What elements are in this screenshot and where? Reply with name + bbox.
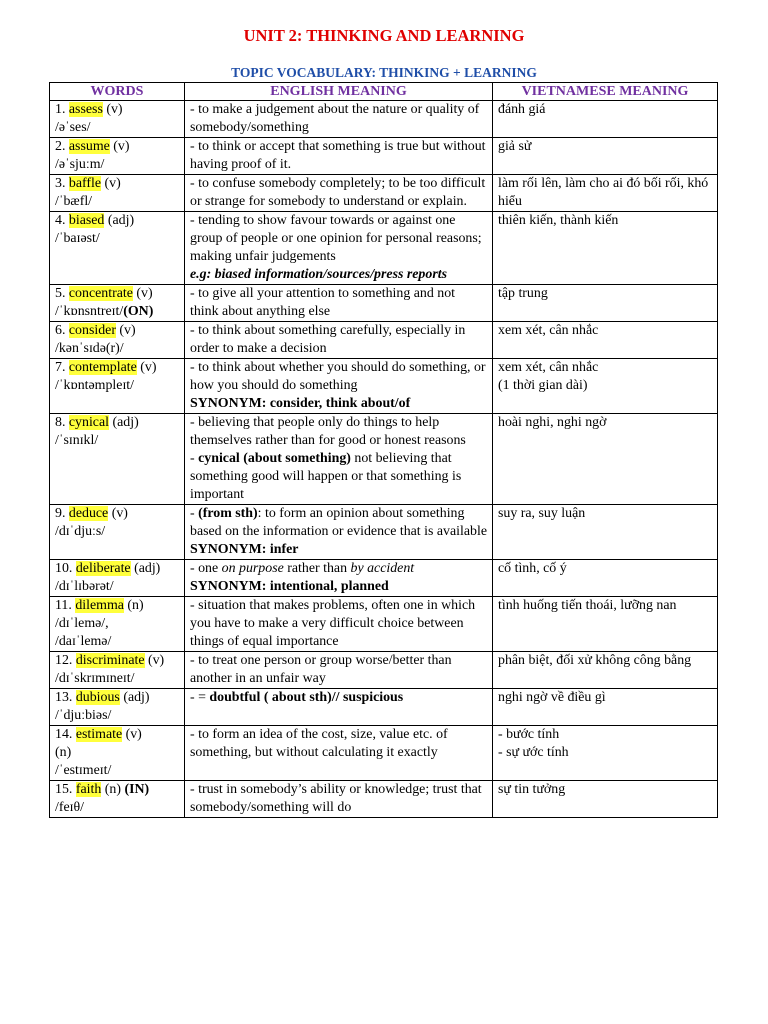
part-of-speech: (v) bbox=[109, 139, 130, 154]
vocab-word: estimate bbox=[75, 727, 123, 742]
definition-line bbox=[190, 101, 487, 137]
table-row bbox=[50, 414, 718, 505]
word-cell bbox=[50, 597, 185, 652]
vocab-word: discriminate bbox=[75, 653, 145, 668]
vietnamese-line: - sự ước tính bbox=[498, 745, 569, 760]
definition-text: - to treat one person or group worse/better than another in an unfair way bbox=[190, 653, 452, 686]
part-of-speech: (v) bbox=[101, 176, 121, 191]
definition-line bbox=[190, 560, 487, 578]
vocab-word: concentrate bbox=[68, 286, 133, 301]
pronunciation: /dɪˈdjuːs/ bbox=[55, 524, 106, 539]
vietnamese-meaning-cell bbox=[493, 138, 718, 175]
vietnamese-meaning-cell bbox=[493, 726, 718, 781]
preposition: (ON) bbox=[123, 304, 154, 319]
entry-number: 1. bbox=[55, 102, 69, 117]
definition-text: SYNONYM: intentional, planned bbox=[190, 579, 389, 594]
english-meaning-cell bbox=[185, 101, 493, 138]
definition-text: by accident bbox=[350, 561, 415, 576]
pronunciation: /dɪˈlemə/, bbox=[55, 616, 109, 631]
pronunciation: /feɪθ/ bbox=[55, 800, 85, 815]
vietnamese-line: đánh giá bbox=[498, 102, 546, 117]
vocab-word: baffle bbox=[68, 176, 102, 191]
header-vietnamese-meaning: VIETNAMESE MEANING bbox=[493, 83, 718, 101]
english-meaning-cell bbox=[185, 689, 493, 726]
english-meaning-cell bbox=[185, 285, 493, 322]
definition-line bbox=[190, 726, 487, 762]
pronunciation: /əˈses/ bbox=[55, 120, 91, 135]
vietnamese-meaning-cell bbox=[493, 560, 718, 597]
word-cell bbox=[50, 505, 185, 560]
table-row bbox=[50, 359, 718, 414]
pronunciation: /ˈbæfl/ bbox=[55, 194, 93, 209]
pronunciation: /dɪˈskrɪmɪneɪt/ bbox=[55, 671, 135, 686]
part-of-speech: (n) bbox=[123, 598, 144, 613]
word-cell bbox=[50, 414, 185, 505]
table-row bbox=[50, 175, 718, 212]
entry-number: 12. bbox=[55, 653, 76, 668]
vocab-word: dubious bbox=[75, 690, 120, 705]
page-title: UNIT 2: THINKING AND LEARNING bbox=[243, 26, 525, 45]
definition-text: cynical (about something) bbox=[198, 451, 351, 466]
vocab-word: contemplate bbox=[68, 360, 137, 375]
part-of-speech: (v) bbox=[115, 323, 136, 338]
english-meaning-cell bbox=[185, 652, 493, 689]
page-subtitle: TOPIC VOCABULARY: THINKING + LEARNING bbox=[231, 65, 537, 80]
definition-text: - to make a judgement about the nature or quality of somebody/something bbox=[190, 102, 480, 135]
part-of-speech: (v) bbox=[108, 506, 128, 521]
vietnamese-meaning-cell bbox=[493, 414, 718, 505]
word-cell bbox=[50, 560, 185, 597]
word-cell bbox=[50, 138, 185, 175]
vietnamese-line: tình huống tiến thoái, lưỡng nan bbox=[498, 598, 677, 613]
table-row bbox=[50, 689, 718, 726]
english-meaning-cell bbox=[185, 322, 493, 359]
word-cell bbox=[50, 689, 185, 726]
pronunciation: /ˈkɒnsntreɪt/(ON) bbox=[55, 304, 154, 319]
pronunciation: /ˈdjuːbiəs/ bbox=[55, 708, 112, 723]
english-meaning-cell bbox=[185, 597, 493, 652]
entry-number: 14. bbox=[55, 727, 76, 742]
definition-text: SYNONYM: consider, think about/of bbox=[190, 396, 411, 411]
definition-text: (from sth) bbox=[198, 506, 258, 521]
vocab-word: dilemma bbox=[75, 598, 124, 613]
vietnamese-line: phân biệt, đối xử không công bằng bbox=[498, 653, 692, 668]
pronunciation-alt: /daɪˈlemə/ bbox=[55, 634, 112, 649]
part-of-speech: (v) bbox=[102, 102, 123, 117]
definition-line bbox=[190, 359, 487, 395]
part-of-speech: (n) bbox=[101, 782, 121, 797]
vocab-word: assess bbox=[68, 102, 103, 117]
pronunciation: /əˈsjuːm/ bbox=[55, 157, 105, 172]
entry-number: 8. bbox=[55, 415, 69, 430]
entry-number: 13. bbox=[55, 690, 76, 705]
entry-number: 15. bbox=[55, 782, 76, 797]
definition-text: on purpose bbox=[221, 561, 284, 576]
definition-line bbox=[190, 175, 487, 211]
definition-line bbox=[190, 689, 487, 707]
definition-line bbox=[190, 395, 487, 413]
vietnamese-line: suy ra, suy luận bbox=[498, 506, 586, 521]
vietnamese-meaning-cell bbox=[493, 322, 718, 359]
table-row bbox=[50, 726, 718, 781]
definition-line bbox=[190, 781, 487, 817]
entry-number: 5. bbox=[55, 286, 69, 301]
definition-text: - = bbox=[190, 690, 210, 705]
part-of-speech: (v) bbox=[144, 653, 165, 668]
part-of-speech-2: (n) bbox=[55, 745, 72, 760]
table-row bbox=[50, 560, 718, 597]
table-row bbox=[50, 505, 718, 560]
definition-line bbox=[190, 505, 487, 559]
table-row bbox=[50, 652, 718, 689]
vietnamese-line: xem xét, cân nhắc bbox=[498, 360, 599, 375]
english-meaning-cell bbox=[185, 560, 493, 597]
definition-text: - bbox=[190, 506, 199, 521]
definition-text: not believing that something good will happen or that something is important bbox=[190, 451, 462, 502]
word-cell bbox=[50, 322, 185, 359]
header-english-meaning: ENGLISH MEANING bbox=[185, 83, 493, 101]
definition-line bbox=[190, 450, 487, 504]
english-meaning-cell bbox=[185, 505, 493, 560]
definition-text: doubtful ( about sth)// suspicious bbox=[209, 690, 404, 705]
vocab-word: assume bbox=[68, 139, 110, 154]
definition-text: - to think or accept that something is true but without having proof of it. bbox=[190, 139, 486, 172]
word-cell bbox=[50, 726, 185, 781]
table-row bbox=[50, 101, 718, 138]
definition-line bbox=[190, 266, 487, 284]
pronunciation: /ˈkɒntəmpleɪt/ bbox=[55, 378, 135, 393]
definition-text: - to confuse somebody completely; to be too difficult or strange for somebody to understand or explain. bbox=[190, 176, 486, 209]
english-meaning-cell bbox=[185, 175, 493, 212]
table-row bbox=[50, 285, 718, 322]
part-of-speech: (v) bbox=[122, 727, 142, 742]
entry-number: 3. bbox=[55, 176, 69, 191]
vietnamese-line: thiên kiến, thành kiến bbox=[498, 213, 619, 228]
english-meaning-cell bbox=[185, 138, 493, 175]
vocabulary-rows bbox=[50, 101, 718, 818]
vocab-word: deliberate bbox=[75, 561, 131, 576]
vocab-word: cynical bbox=[68, 415, 109, 430]
definition-text: - tending to show favour towards or against one group of people or one opinion for personal reasons; making unfair judgements bbox=[190, 213, 482, 264]
definition-text: rather than bbox=[283, 561, 351, 576]
definition-text: - one bbox=[190, 561, 222, 576]
english-meaning-cell bbox=[185, 781, 493, 818]
vietnamese-meaning-cell bbox=[493, 359, 718, 414]
english-meaning-cell bbox=[185, 726, 493, 781]
definition-text: - bbox=[190, 451, 199, 466]
definition-line bbox=[190, 414, 487, 450]
part-of-speech: (v) bbox=[132, 286, 153, 301]
vietnamese-line: hoài nghi, nghi ngờ bbox=[498, 415, 607, 430]
vietnamese-line: cố tình, cố ý bbox=[498, 561, 567, 576]
word-cell bbox=[50, 101, 185, 138]
vocab-word: faith bbox=[75, 782, 102, 797]
vietnamese-meaning-cell bbox=[493, 101, 718, 138]
vietnamese-meaning-cell bbox=[493, 505, 718, 560]
vietnamese-line: (1 thời gian dài) bbox=[498, 378, 588, 393]
pronunciation: /kənˈsɪdə(r)/ bbox=[55, 341, 124, 356]
table-header-row bbox=[50, 83, 718, 101]
word-cell bbox=[50, 175, 185, 212]
entry-number: 6. bbox=[55, 323, 69, 338]
definition-text: - to think about something carefully, especially in order to make a decision bbox=[190, 323, 466, 356]
table-row bbox=[50, 138, 718, 175]
vietnamese-line: làm rối lên, làm cho ai đó bối rối, khó hiểu bbox=[498, 176, 709, 209]
definition-text: SYNONYM: infer bbox=[190, 542, 299, 557]
vocab-word: biased bbox=[68, 213, 105, 228]
word-cell bbox=[50, 359, 185, 414]
vietnamese-meaning-cell bbox=[493, 285, 718, 322]
table-row bbox=[50, 212, 718, 285]
definition-line bbox=[190, 285, 487, 321]
definition-text: - trust in somebody’s ability or knowledge; trust that somebody/something will do bbox=[190, 782, 482, 815]
vietnamese-meaning-cell bbox=[493, 781, 718, 818]
definition-line bbox=[190, 652, 487, 688]
pronunciation: /dɪˈlɪbərət/ bbox=[55, 579, 114, 594]
vietnamese-line: giả sử bbox=[498, 139, 532, 154]
vietnamese-line: nghi ngờ về điều gì bbox=[498, 690, 606, 705]
definition-text: - to give all your attention to something and not think about anything else bbox=[190, 286, 456, 319]
definition-line bbox=[190, 578, 487, 596]
vocabulary-table bbox=[49, 82, 718, 818]
entry-number: 2. bbox=[55, 139, 69, 154]
vocab-word: consider bbox=[68, 323, 116, 338]
header-words: WORDS bbox=[50, 83, 185, 101]
english-meaning-cell bbox=[185, 414, 493, 505]
word-cell bbox=[50, 212, 185, 285]
definition-line bbox=[190, 322, 487, 358]
definition-text: : to form an opinion about something based on the information or evidence that is available bbox=[190, 506, 488, 539]
part-of-speech: (adj) bbox=[104, 213, 135, 228]
pronunciation: /ˈestɪmeɪt/ bbox=[55, 763, 112, 778]
english-meaning-cell bbox=[185, 359, 493, 414]
vietnamese-meaning-cell bbox=[493, 652, 718, 689]
definition-text: - to form an idea of the cost, size, value etc. of something, but without calculating it exactly bbox=[190, 727, 448, 760]
definition-text: - believing that people only do things to help themselves rather than for good or honest reasons bbox=[190, 415, 466, 448]
vietnamese-meaning-cell bbox=[493, 175, 718, 212]
vocab-word: deduce bbox=[68, 506, 109, 521]
word-cell bbox=[50, 285, 185, 322]
entry-number: 4. bbox=[55, 213, 69, 228]
english-meaning-cell bbox=[185, 212, 493, 285]
pronunciation: /ˈsɪnɪkl/ bbox=[55, 433, 99, 448]
entry-number: 9. bbox=[55, 506, 69, 521]
part-of-speech: (v) bbox=[136, 360, 157, 375]
table-row bbox=[50, 597, 718, 652]
definition-text: - situation that makes problems, often one in which you have to make a very difficult choice between things of equal importance bbox=[190, 598, 476, 649]
definition-text: - to think about whether you should do something, or how you should do something bbox=[190, 360, 486, 393]
table-row bbox=[50, 781, 718, 818]
entry-number: 10. bbox=[55, 561, 76, 576]
definition-line bbox=[190, 212, 487, 266]
word-cell bbox=[50, 781, 185, 818]
entry-number: 11. bbox=[55, 598, 76, 613]
definition-line bbox=[190, 597, 487, 651]
definition-line bbox=[190, 138, 487, 174]
vietnamese-line: sự tin tưởng bbox=[498, 782, 566, 797]
pronunciation: /ˈbaɪəst/ bbox=[55, 231, 100, 246]
part-of-speech: (adj) bbox=[109, 415, 139, 430]
definition-text: e.g: biased information/sources/press reports bbox=[190, 267, 447, 282]
vietnamese-meaning-cell bbox=[493, 212, 718, 285]
vietnamese-line: - bước tính bbox=[498, 727, 560, 742]
vietnamese-line: xem xét, cân nhắc bbox=[498, 323, 599, 338]
vietnamese-meaning-cell bbox=[493, 689, 718, 726]
word-cell bbox=[50, 652, 185, 689]
part-of-speech: (adj) bbox=[119, 690, 150, 705]
vietnamese-line: tập trung bbox=[498, 286, 548, 301]
part-of-speech: (adj) bbox=[130, 561, 161, 576]
preposition: (IN) bbox=[120, 782, 150, 797]
table-row bbox=[50, 322, 718, 359]
entry-number: 7. bbox=[55, 360, 69, 375]
vietnamese-meaning-cell bbox=[493, 597, 718, 652]
